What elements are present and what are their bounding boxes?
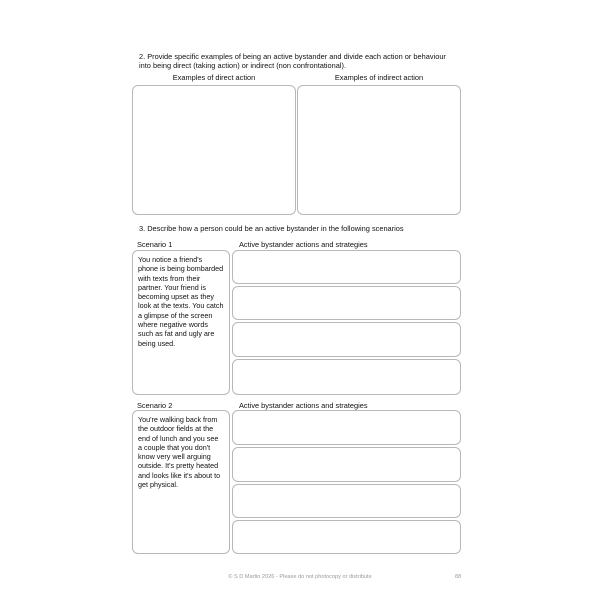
copyright-notice: © S D Martin 2026 - Please do not photocopy or distribute [228, 574, 372, 580]
scenario-2-answer-box-4[interactable] [232, 520, 461, 554]
scenario-1-answer-box-2[interactable] [232, 286, 461, 320]
scenario-1-description-box [132, 250, 230, 395]
scenario-2-description: You're walking back from the outdoor fields at the end of lunch and you see a couple that you don't know very well arguing outside. It's pretty heated and looks like it's about to get physical. [138, 415, 221, 490]
scenario-1-answer-box-1[interactable] [232, 250, 461, 284]
page-number: 88 [455, 574, 462, 580]
scenario-2-description-box [132, 410, 230, 554]
question-3-prompt: 3. Describe how a person could be an active bystander in the following scenarios [139, 224, 404, 233]
indirect-action-answer-box[interactable] [297, 85, 461, 215]
scenario-1-description: You notice a friend's phone is being bombarded with texts from their partner. Your friend is becoming upset as they look at the texts. You catch a glimpse of the screen where negative words such as fat and ugly are being used. [138, 255, 224, 348]
scenario-2-actions-label: Active bystander actions and strategies [239, 401, 368, 410]
scenario-1-answer-box-4[interactable] [232, 359, 461, 395]
question-2-prompt: 2. Provide specific examples of being an active bystander and divide each action or behaviour into being direct (taking action) or indirect (non confrontational). [139, 52, 446, 70]
scenario-1-actions-label: Active bystander actions and strategies [239, 240, 368, 249]
scenario-1-answer-box-3[interactable] [232, 322, 461, 357]
indirect-action-header: Examples of indirect action [334, 73, 424, 82]
scenario-1-label: Scenario 1 [137, 240, 173, 249]
direct-action-answer-box[interactable] [132, 85, 296, 215]
scenario-2-answer-box-1[interactable] [232, 410, 461, 445]
scenario-2-answer-box-2[interactable] [232, 447, 461, 482]
direct-action-header: Examples of direct action [172, 73, 256, 82]
scenario-2-answer-box-3[interactable] [232, 484, 461, 518]
scenario-2-label: Scenario 2 [137, 401, 173, 410]
